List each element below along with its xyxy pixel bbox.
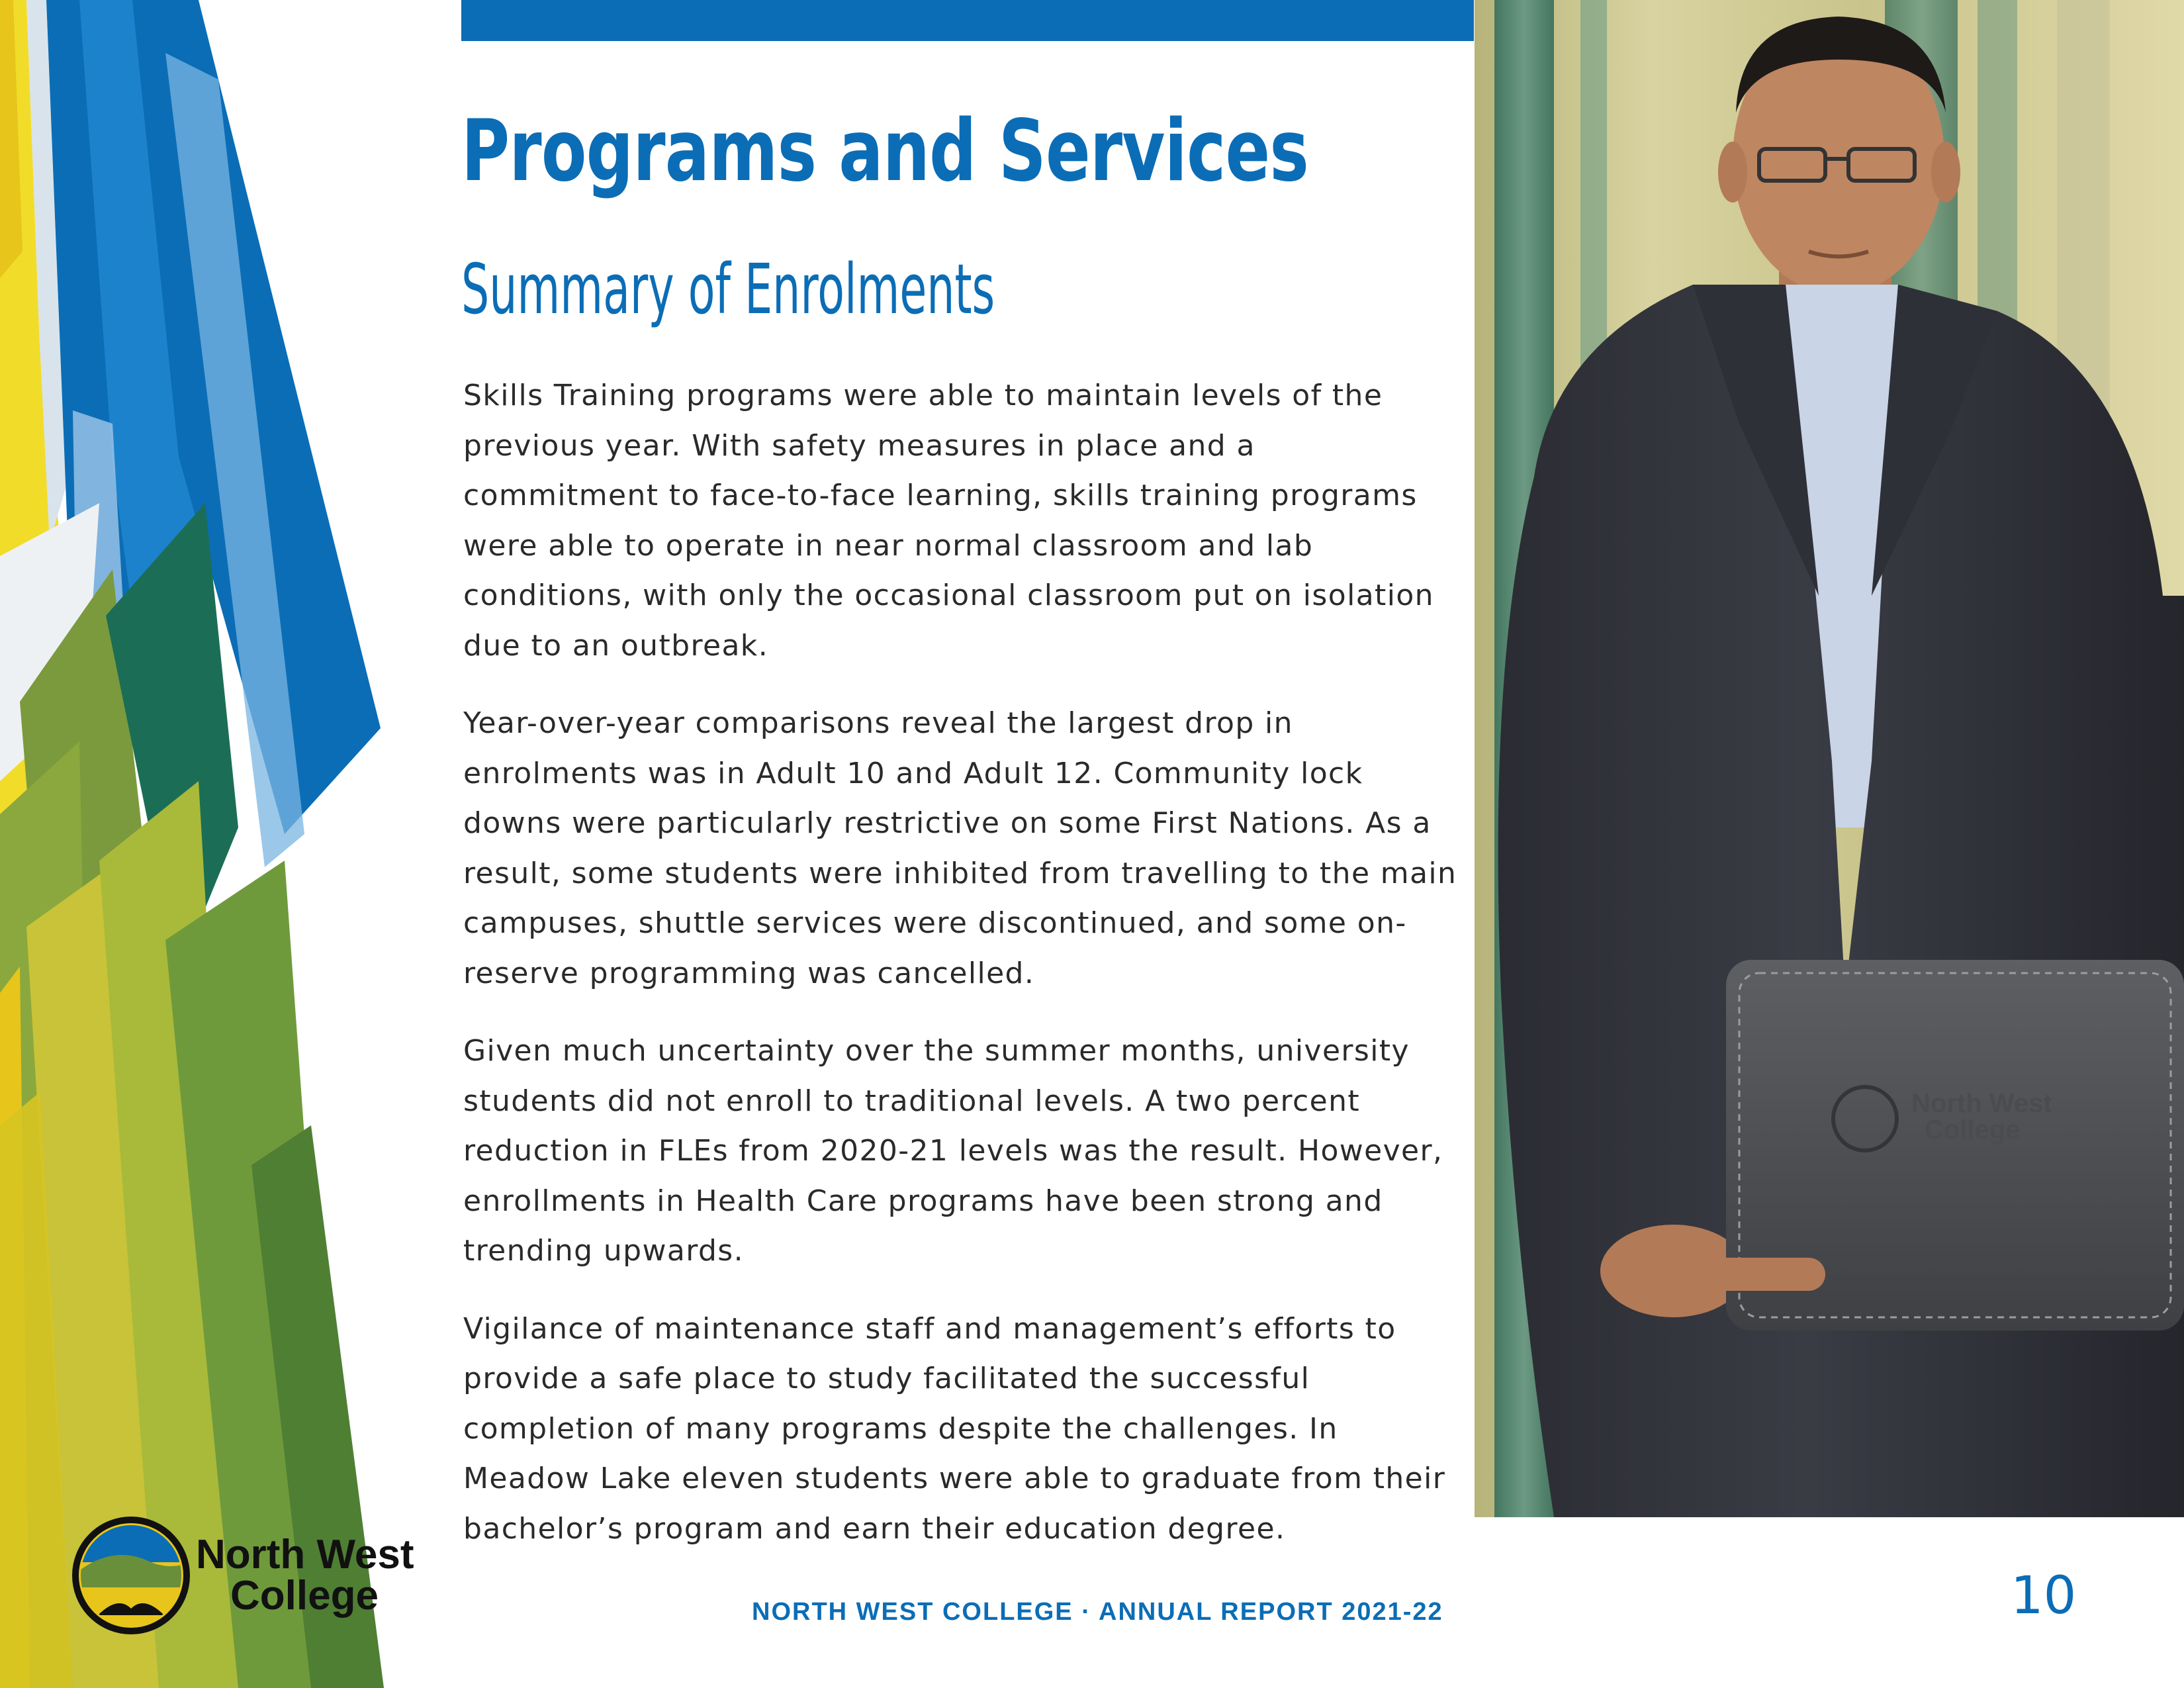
portfolio-emboss-line2: College xyxy=(1925,1115,2021,1145)
text-line: Skills Training programs were able to maintain levels of the xyxy=(463,379,1383,412)
text-line: Vigilance of maintenance staff and management’s efforts to xyxy=(463,1311,1396,1346)
paragraph xyxy=(463,371,1443,671)
logo-text-college: College xyxy=(230,1573,379,1618)
text-line: reserve programming was cancelled. xyxy=(463,956,1035,990)
text-line: due to an outbreak. xyxy=(463,628,769,663)
text-line: Meadow Lake eleven students were able to graduate from their xyxy=(463,1462,1446,1495)
text-line: result, some students were inhibited from travelling to the main xyxy=(463,856,1457,890)
page-title: Programs and Services xyxy=(461,102,1309,201)
text-line: Given much uncertainty over the summer months, university xyxy=(463,1034,1410,1068)
text-line: reduction in FLEs from 2020-21 levels was the result. However, xyxy=(463,1134,1443,1168)
text-line: provide a safe place to study facilitated the successful xyxy=(463,1362,1310,1395)
text-line: commitment to face-to-face learning, skills training programs xyxy=(463,479,1418,512)
text-line: campuses, shuttle services were discontinued, and some on- xyxy=(463,906,1407,940)
text-line: downs were particularly restrictive on some First Nations. As a xyxy=(463,806,1432,840)
paragraph xyxy=(463,1304,1446,1554)
text-line: conditions, with only the occasional classroom put on isolation xyxy=(463,579,1434,612)
body-text xyxy=(463,371,1457,1581)
text-line: previous year. With safety measures in place and a xyxy=(463,428,1255,463)
text-line: were able to operate in near normal classroom and lab xyxy=(463,528,1314,563)
text-line: trending upwards. xyxy=(463,1234,745,1268)
portrait-photo xyxy=(1475,0,2184,1517)
text-line: enrolments was in Adult 10 and Adult 12. Community lock xyxy=(463,756,1363,790)
portfolio-emboss-line1: North West xyxy=(1911,1089,2052,1118)
decorative-stripes xyxy=(0,0,397,1688)
section-subtitle: Summary of Enrolments xyxy=(461,249,995,330)
college-logo xyxy=(71,1516,429,1642)
footer-text: NORTH WEST COLLEGE · ANNUAL REPORT 2021-22 xyxy=(752,1598,1443,1626)
text-line: completion of many programs despite the challenges. In xyxy=(463,1411,1338,1446)
top-accent-bar xyxy=(461,0,1474,41)
text-line: enrollments in Health Care programs have been strong and xyxy=(463,1184,1383,1218)
text-line: Year-over-year comparisons reveal the largest drop in xyxy=(463,706,1293,740)
paragraph xyxy=(463,1026,1443,1276)
text-line: bachelor’s program and earn their education degree. xyxy=(463,1511,1286,1546)
paragraph xyxy=(463,698,1457,998)
text-line: students did not enroll to traditional levels. A two percent xyxy=(463,1084,1361,1118)
north-west-college-emblem-icon xyxy=(71,1516,191,1635)
page-number: 10 xyxy=(2011,1566,2077,1626)
logo-text-north-west: North West xyxy=(196,1532,414,1577)
